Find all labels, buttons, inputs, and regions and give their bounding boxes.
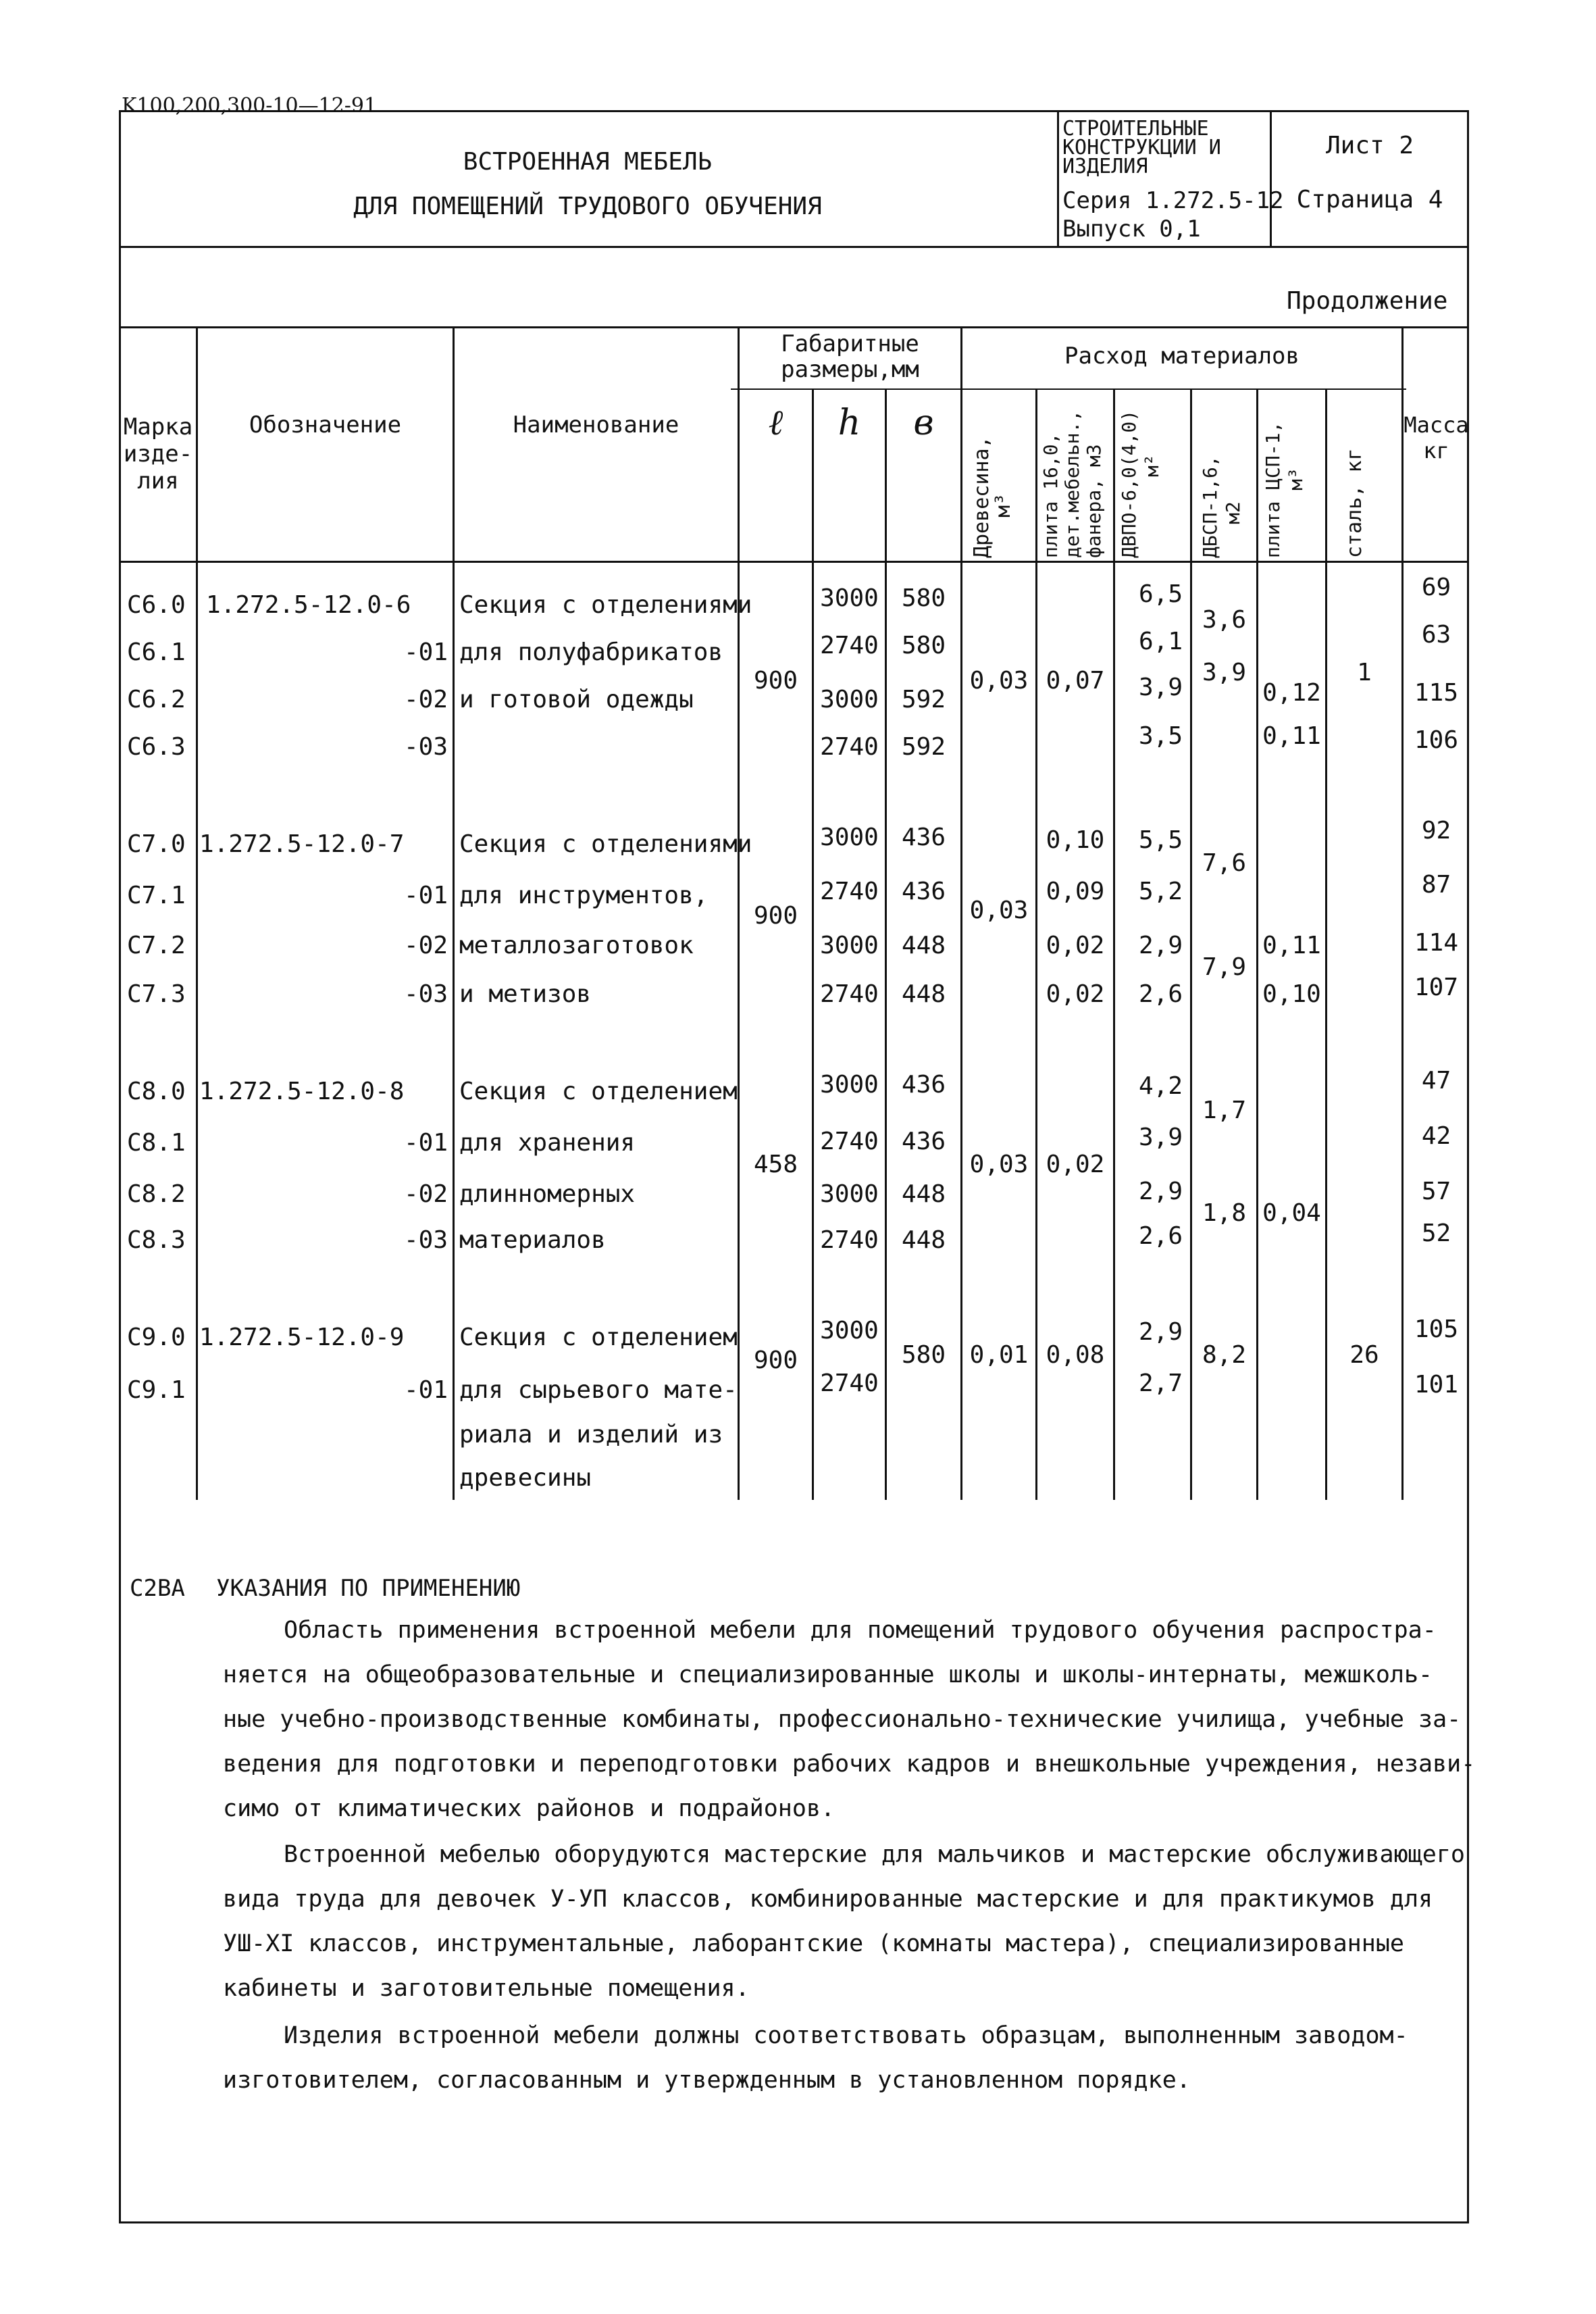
stamp-issue: Выпуск 0,1 [1062, 216, 1201, 243]
mark-cell: С6.1 [127, 638, 186, 666]
name-cell: материалов [459, 1226, 606, 1254]
dim-h-cell: 3000 [820, 686, 879, 713]
mark-cell: С8.0 [127, 1078, 186, 1105]
header-dimensions: Габаритные размеры,мм [781, 330, 919, 383]
mass-cell: 57 [1421, 1178, 1451, 1205]
tssp-cell: 0,10 [1262, 980, 1321, 1008]
dvpo-cell: 3,5 [1138, 722, 1183, 750]
dim-h-cell: 3000 [820, 932, 879, 959]
dim-h-cell: 3000 [820, 1180, 879, 1208]
mark-cell: С6.3 [127, 733, 186, 761]
mark-cell: С7.1 [127, 882, 186, 909]
dim-h-cell: 2740 [820, 733, 879, 761]
stamp-series: Серия 1.272.5-12 [1062, 187, 1284, 214]
mass-cell: 42 [1421, 1122, 1451, 1150]
mass-cell: 63 [1421, 621, 1451, 649]
wood-cell: 0,03 [969, 1151, 1029, 1178]
mass-cell: 115 [1414, 679, 1459, 707]
dvpo-cell: 3,9 [1138, 674, 1183, 701]
name-cell: для инструментов, [459, 882, 709, 909]
header-mass: Масса кг [1404, 412, 1469, 463]
steel-cell: 1 [1357, 659, 1372, 686]
header-mark: Марка изде- лия [123, 413, 193, 495]
designation-cell: -01 [403, 882, 448, 909]
dim-b-cell: 448 [901, 1180, 946, 1208]
name-cell: древесины [459, 1464, 592, 1492]
dbsp-cell: 3,6 [1202, 606, 1247, 634]
section-heading: УКАЗАНИЯ ПО ПРИМЕНЕНИЮ [216, 1575, 521, 1602]
dim-h-cell: 2740 [820, 1369, 879, 1397]
designation-cell: -02 [403, 686, 448, 713]
dim-b-cell: 592 [901, 733, 946, 761]
dim-h-cell: 2740 [820, 980, 879, 1008]
dim-b-cell: 580 [901, 1341, 946, 1369]
wood-cell: 0,03 [969, 667, 1029, 695]
name-cell: длинномерных [459, 1180, 636, 1208]
dvpo-cell: 6,5 [1138, 580, 1183, 608]
name-cell: и готовой одежды [459, 686, 694, 713]
dbsp-cell: 7,6 [1202, 849, 1247, 877]
tssp-cell: 0,12 [1262, 679, 1321, 707]
name-cell: для хранения [459, 1129, 636, 1157]
title-line-2: ДЛЯ ПОМЕЩЕНИЙ ТРУДОВОГО ОБУЧЕНИЯ [353, 193, 822, 220]
mass-cell: 107 [1414, 974, 1459, 1001]
designation-cell: -03 [403, 980, 448, 1008]
dim-h-cell: 3000 [820, 824, 879, 851]
title-line-1: ВСТРОЕННАЯ МЕБЕЛЬ [463, 148, 713, 176]
stamp-page: Страница 4 [1296, 186, 1443, 213]
mark-cell: С8.2 [127, 1180, 186, 1208]
continuation-label: Продолжение [1287, 287, 1448, 315]
header-mat-dvpo: ДВПО-6,0(4,0) м² [1118, 409, 1163, 558]
plate16-cell: 0,02 [1046, 980, 1105, 1008]
designation-cell: 1.272.5-12.0-7 [199, 830, 405, 858]
mark-cell: С7.3 [127, 980, 186, 1008]
mass-cell: 52 [1421, 1219, 1451, 1247]
steel-cell: 26 [1349, 1341, 1379, 1369]
name-cell: металлозаготовок [459, 932, 694, 959]
dim-l-cell: 900 [753, 667, 798, 695]
dim-b-cell: 448 [901, 980, 946, 1008]
stamp-category-2: КОНСТРУКЦИИ И [1062, 136, 1221, 159]
name-cell: для полуфабрикатов [459, 638, 723, 666]
tssp-cell: 0,11 [1262, 722, 1321, 750]
plate16-cell: 0,09 [1046, 878, 1105, 905]
mass-cell: 47 [1421, 1067, 1451, 1095]
mass-cell: 114 [1414, 929, 1459, 957]
document-code: K100,200,300-10—12-91 [122, 94, 378, 118]
dim-h-cell: 2740 [820, 1128, 879, 1155]
mass-cell: 69 [1421, 574, 1451, 601]
dbsp-cell: 3,9 [1202, 659, 1247, 686]
mark-cell: С9.0 [127, 1324, 186, 1351]
mark-cell: С6.2 [127, 686, 186, 713]
dvpo-cell: 2,9 [1138, 932, 1183, 959]
stamp-category-1: СТРОИТЕЛЬНЫЕ [1062, 117, 1209, 141]
mark-cell: С6.0 [127, 591, 186, 619]
designation-cell: -01 [403, 1129, 448, 1157]
header-dim-h: h [838, 403, 861, 443]
dim-b-cell: 448 [901, 932, 946, 959]
paragraph-scope: Область применения встроенной мебели для помещений трудового обучения распростра- няется на общеобразовательные и специализированные школы и школы-интернаты, межшколь- ные учебно-производственные комбинаты, профессионально-технические училища, учебные за- ведения для подготовки и переподготовки рабочих кадров и внешкольные учреждения, незави- симо от климатических районов и подрайонов. [223, 1617, 1476, 1822]
dvpo-cell: 2,7 [1138, 1369, 1183, 1397]
dvpo-cell: 5,5 [1138, 826, 1183, 854]
designation-cell: -01 [403, 1376, 448, 1404]
mark-cell: С7.2 [127, 932, 186, 959]
name-cell: Секция с отделениями [459, 591, 752, 619]
header-materials: Расход материалов [1064, 343, 1299, 370]
plate16-cell: 0,02 [1046, 1151, 1105, 1178]
name-cell: Секция с отделением [459, 1078, 738, 1105]
dvpo-cell: 2,6 [1138, 980, 1183, 1008]
dvpo-cell: 2,6 [1138, 1222, 1183, 1250]
dim-h-cell: 3000 [820, 1071, 879, 1099]
dim-b-cell: 580 [901, 632, 946, 659]
mark-cell: С8.3 [127, 1226, 186, 1254]
dim-b-cell: 592 [901, 686, 946, 713]
dvpo-cell: 3,9 [1138, 1124, 1183, 1151]
dvpo-cell: 2,9 [1138, 1318, 1183, 1346]
header-name: Наименование [513, 411, 679, 438]
header-dim-b: в [913, 403, 934, 443]
name-cell: риала и изделий из [459, 1421, 723, 1449]
header-mat-wood: Древесина, м³ [970, 436, 1015, 558]
dim-h-cell: 2740 [820, 878, 879, 905]
dbsp-cell: 1,8 [1202, 1199, 1247, 1227]
header-mat-dbsp: ДБСП-1,6, м2 [1199, 455, 1244, 558]
mass-cell: 105 [1414, 1315, 1459, 1343]
dim-b-cell: 448 [901, 1226, 946, 1254]
mass-cell: 92 [1421, 817, 1451, 845]
mark-cell: С7.0 [127, 830, 186, 858]
dim-l-cell: 900 [753, 1347, 798, 1374]
tssp-cell: 0,04 [1262, 1199, 1321, 1227]
dvpo-cell: 6,1 [1138, 628, 1183, 655]
stamp-category-3: ИЗДЕЛИЯ [1062, 155, 1148, 178]
designation-cell: 1.272.5-12.0-8 [199, 1078, 405, 1105]
name-cell: Секция с отделением [459, 1324, 738, 1351]
mass-cell: 106 [1414, 726, 1459, 754]
plate16-cell: 0,10 [1046, 826, 1105, 854]
dvpo-cell: 2,9 [1138, 1178, 1183, 1205]
mark-cell: С8.1 [127, 1129, 186, 1157]
plate16-cell: 0,07 [1046, 667, 1105, 695]
dvpo-cell: 4,2 [1138, 1072, 1183, 1100]
wood-cell: 0,03 [969, 897, 1029, 924]
header-designation: Обозначение [249, 411, 402, 438]
dim-b-cell: 436 [901, 1071, 946, 1099]
designation-cell: -02 [403, 932, 448, 959]
designation-cell: -01 [403, 638, 448, 666]
designation-cell: -03 [403, 1226, 448, 1254]
header-mat-plate16: плита 16,0, дет.мебельн., фанера, м3 [1039, 409, 1105, 558]
section-prefix: С2ВА [130, 1575, 185, 1602]
designation-cell: 1.272.5-12.0-6 [206, 591, 411, 619]
header-mat-steel: сталь, кг [1343, 448, 1366, 558]
wood-cell: 0,01 [969, 1341, 1029, 1369]
plate16-cell: 0,08 [1046, 1341, 1105, 1369]
mass-cell: 101 [1414, 1371, 1459, 1399]
dbsp-cell: 1,7 [1202, 1097, 1247, 1124]
mass-cell: 87 [1421, 871, 1451, 899]
mark-cell: С9.1 [127, 1376, 186, 1404]
dim-h-cell: 2740 [820, 632, 879, 659]
header-dim-l: ℓ [768, 403, 783, 443]
dim-b-cell: 436 [901, 824, 946, 851]
designation-cell: -03 [403, 733, 448, 761]
stamp-sheet: Лист 2 [1325, 132, 1414, 159]
dim-b-cell: 436 [901, 1128, 946, 1155]
name-cell: и метизов [459, 980, 592, 1008]
header-mat-tssp: плита ЦСП-1, м³ [1262, 421, 1307, 558]
paragraph-equipment: Встроенной мебелью оборудуются мастерские для мальчиков и мастерские обслуживающего вида труда для девочек У-УП классов, комбинированные мастерские и для практикумов для УШ-XI классов, инструментальные, лаборантские (комнаты мастера), специализированные кабинеты и заготовительные помещения. [223, 1841, 1465, 2002]
designation-cell: 1.272.5-12.0-9 [199, 1324, 405, 1351]
designation-cell: -02 [403, 1180, 448, 1208]
dim-h-cell: 2740 [820, 1226, 879, 1254]
dbsp-cell: 8,2 [1202, 1341, 1247, 1369]
dvpo-cell: 5,2 [1138, 878, 1183, 905]
dim-l-cell: 458 [753, 1151, 798, 1178]
dim-b-cell: 580 [901, 584, 946, 612]
dim-h-cell: 3000 [820, 1317, 879, 1344]
dim-h-cell: 3000 [820, 584, 879, 612]
paragraph-compliance: Изделия встроенной мебели должны соответствовать образцам, выполненным заводом- изготовителем, согласованным и утвержденным в установленном порядке. [223, 2022, 1408, 2094]
dbsp-cell: 7,9 [1202, 953, 1247, 981]
name-cell: для сырьевого мате- [459, 1376, 738, 1404]
dim-b-cell: 436 [901, 878, 946, 905]
dim-l-cell: 900 [753, 902, 798, 930]
name-cell: Секция с отделениями [459, 830, 752, 858]
tssp-cell: 0,11 [1262, 932, 1321, 959]
plate16-cell: 0,02 [1046, 932, 1105, 959]
